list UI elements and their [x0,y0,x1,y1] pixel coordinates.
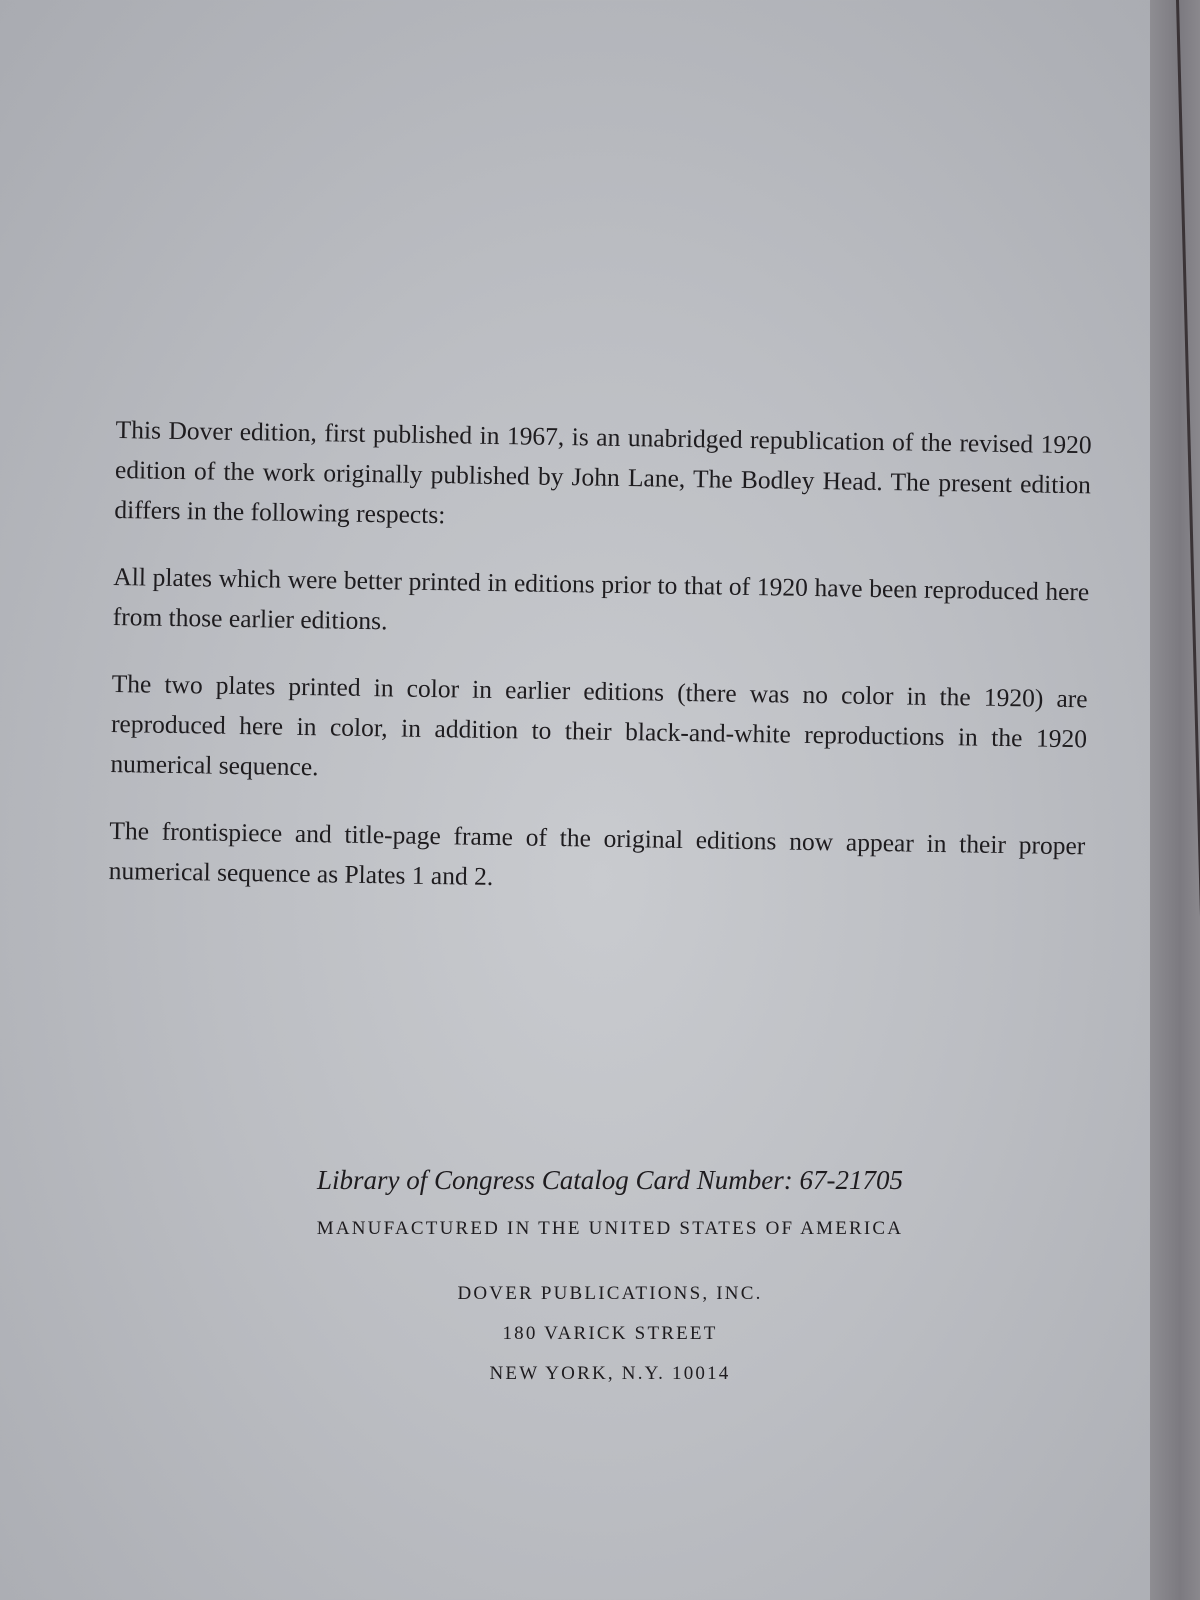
paragraph-frontispiece: The frontispiece and title-page frame of the original editions now appear in their proper numerical sequence as Plates 1 and 2. [108,815,1086,891]
publisher-street: 180 VARICK STREET [502,1323,718,1344]
paragraph-color-plates: The two plates printed in color in earlier editions (there was no color in the 1920) are reproduced here in color, in addition to their black-and-white reproductions in the 1920 numerical sequence. [110,668,1088,782]
catalog-card-number: Library of Congress Catalog Card Number: 67-21705 [316,1165,904,1195]
colophon [0,1165,1200,1394]
edition-notice [108,410,1092,933]
paragraph-plates: All plates which were better printed in editions prior to that of 1920 have been reproduced here from those earlier editions. [112,561,1090,636]
publisher-city: NEW YORK, N.Y. 10014 [489,1363,731,1384]
paragraph-intro: This Dover edition, first published in 1967, is an unabridged republication of the revised 1920 edition of the work originally published by John Lane, The Bodley Head. The present edition differs in the following respects: [114,414,1092,530]
manufactured-notice: MANUFACTURED IN THE UNITED STATES OF AMERICA [316,1218,904,1239]
publisher-name: DOVER PUBLICATIONS, INC. [457,1283,763,1304]
